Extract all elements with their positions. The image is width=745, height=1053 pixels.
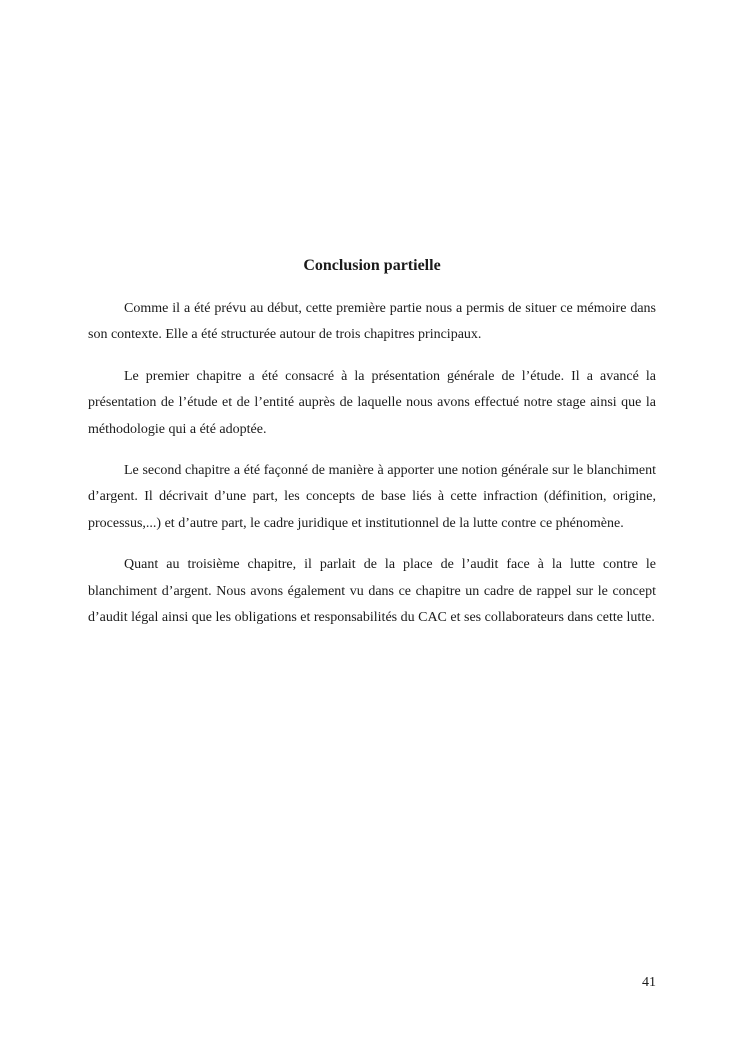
paragraph-chapter-three: Quant au troisième chapitre, il parlait de la place de l’audit face à la lutte contre le blanchiment d’argent. Nous avons également vu dans ce chapitre un cadre de rappel sur le concept d’audit légal ainsi que les obligations et responsabilités du CAC et ses collaborateurs dans cette lutte. (88, 557, 656, 626)
paragraph-chapter-two: Le second chapitre a été façonné de manière à apporter une notion générale sur le blanchiment d’argent. Il décrivait d’une part, les concepts de base liés à cette infraction (définition, origine, processus,...) et d’autre part, le cadre juridique et institutionnel de la lutte contre ce phénomène. (88, 463, 656, 531)
body-text (88, 296, 656, 646)
paragraph-intro: Comme il a été prévu au début, cette première partie nous a permis de situer ce mémoire dans son contexte. Elle a été structurée autour de trois chapitres principaux. (88, 301, 656, 343)
section-title: Conclusion partielle (303, 257, 441, 274)
page-number: 41 (642, 975, 656, 990)
paragraph-chapter-one: Le premier chapitre a été consacré à la présentation générale de l’étude. Il a avancé la présentation de l’étude et de l’entité auprès de laquelle nous avons effectué notre stage ainsi que la méthodologie qui a été adoptée. (88, 368, 656, 437)
